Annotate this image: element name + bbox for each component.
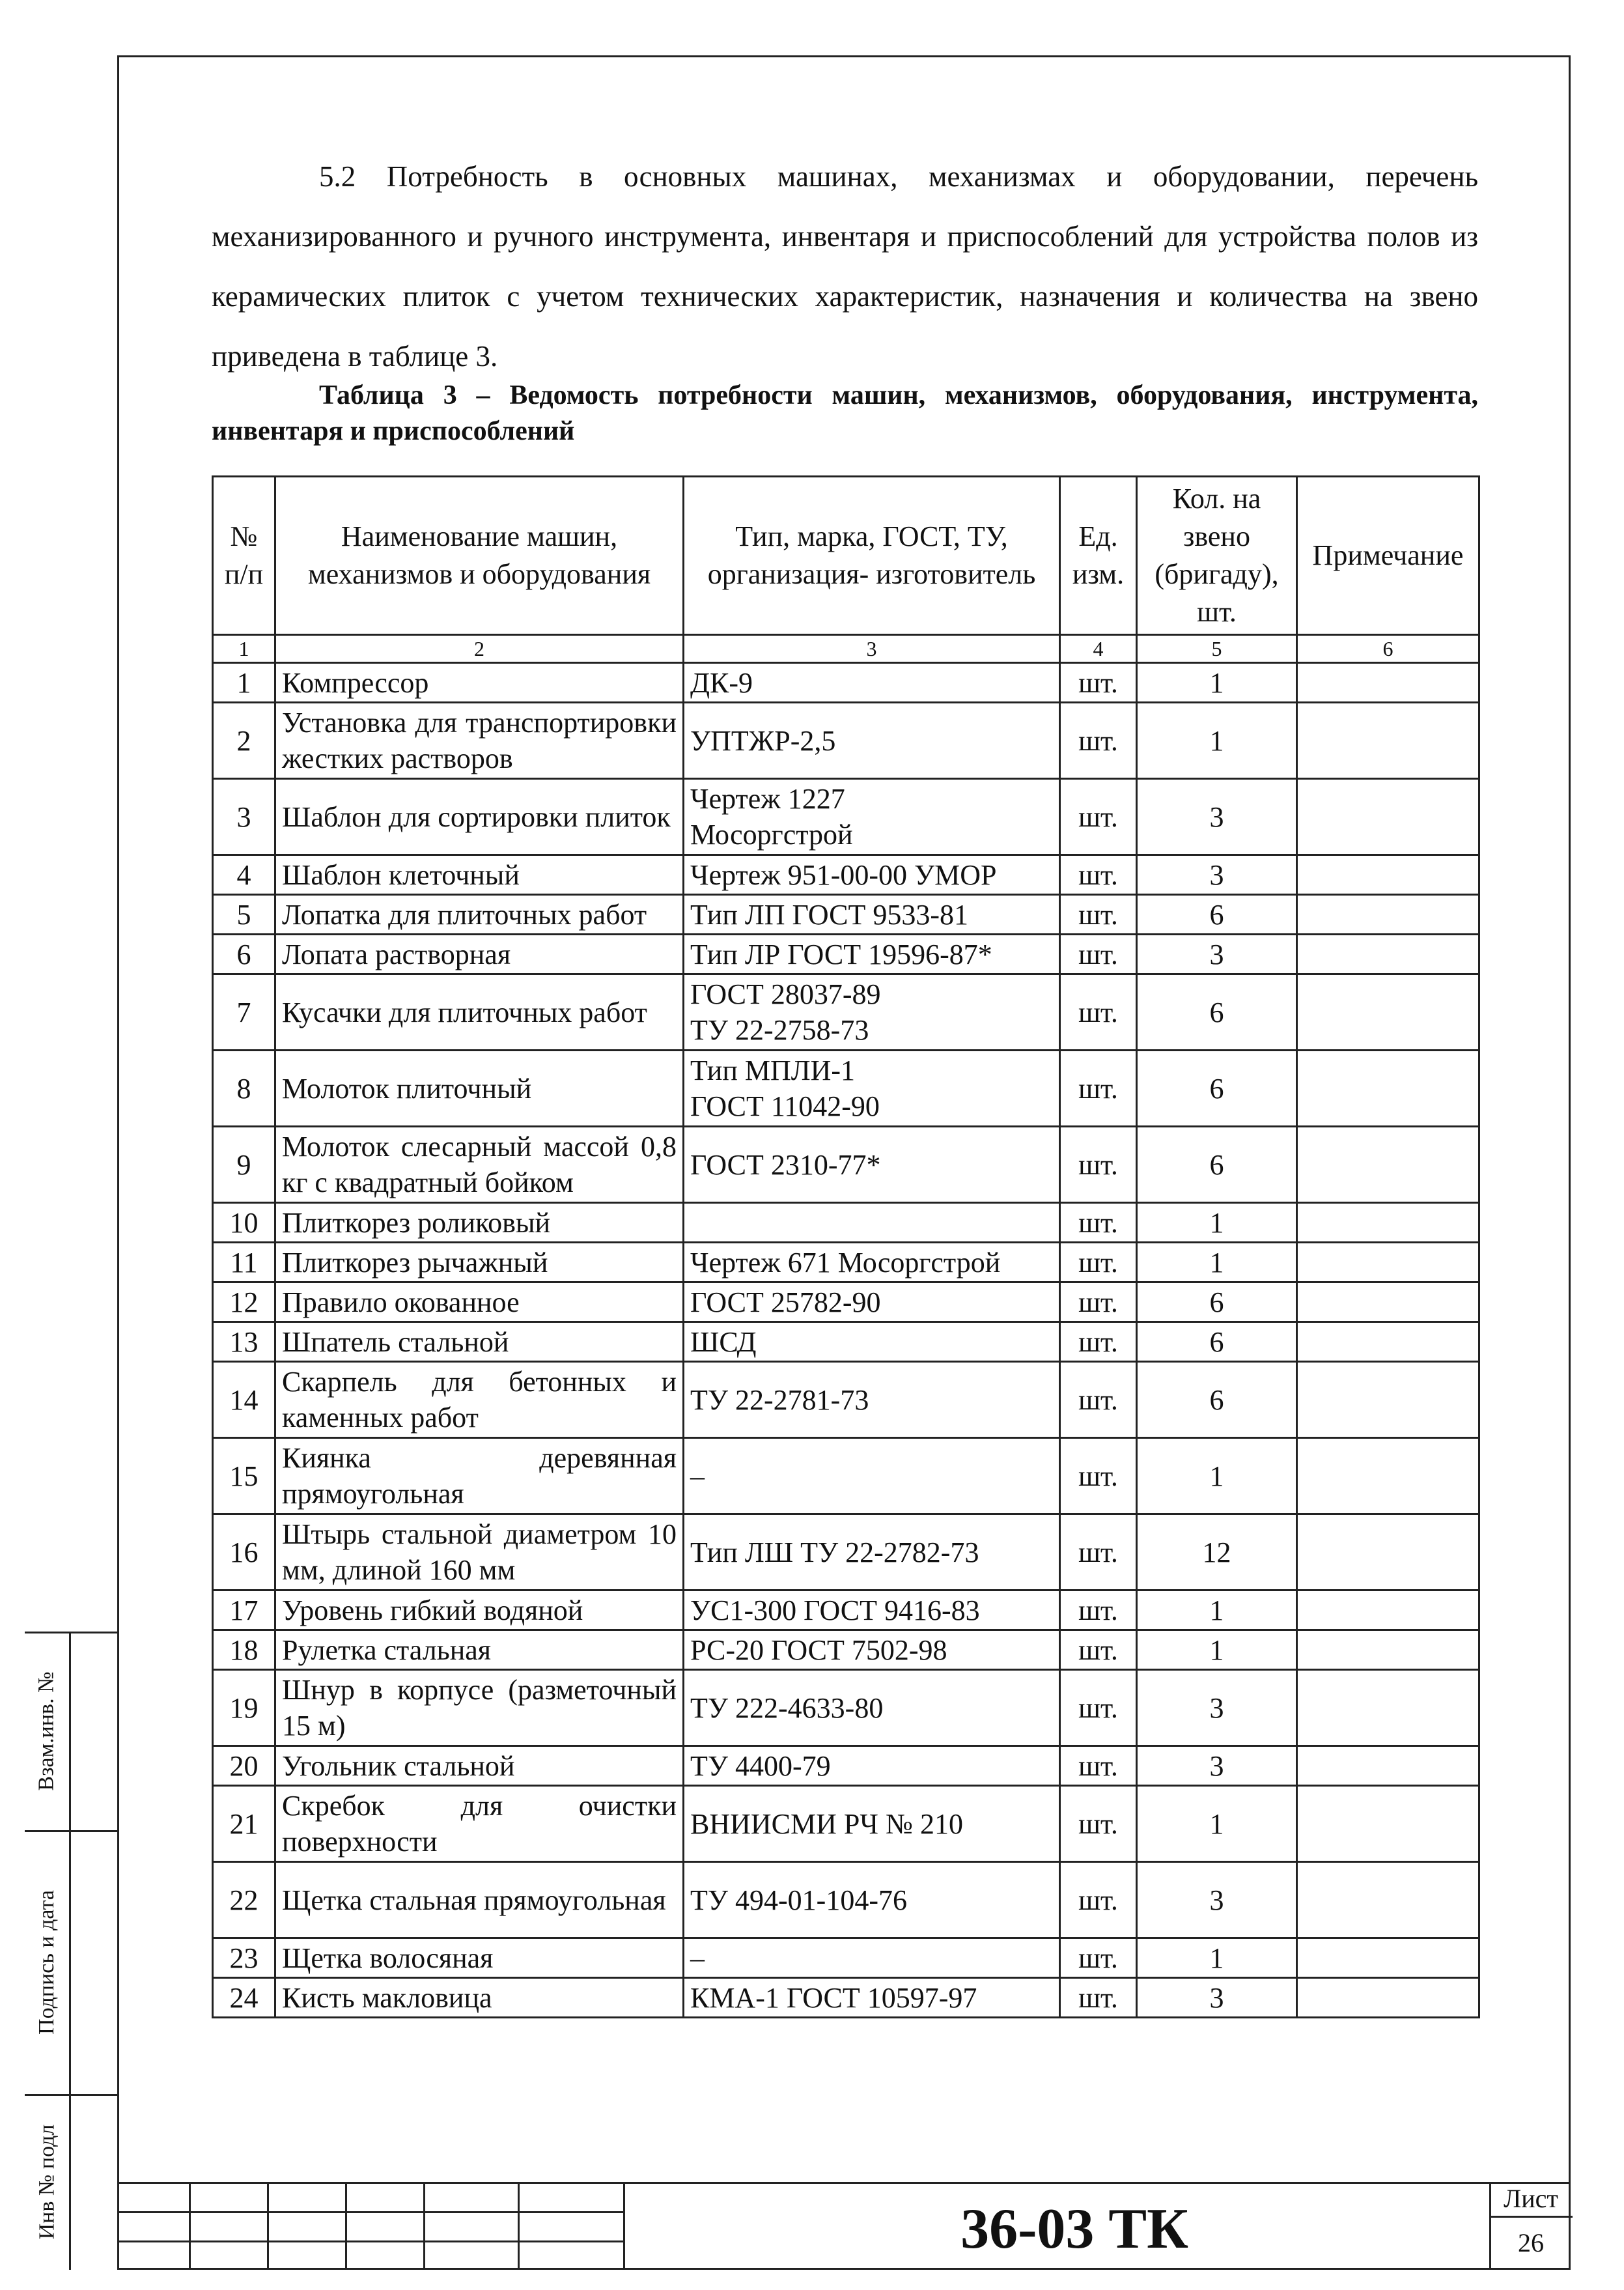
item-note [1297,1938,1479,1978]
item-unit: шт. [1060,1322,1137,1362]
item-name: Молоток слесарный массой 0,8 кг с квадратный бойком [275,1127,684,1203]
item-unit: шт. [1060,1670,1137,1746]
item-name: Правило окованное [275,1282,684,1322]
item-name: Рулетка стальная [275,1630,684,1670]
item-note [1297,1514,1479,1590]
item-quantity: 1 [1137,663,1297,703]
item-name: Молоток плиточный [275,1051,684,1127]
item-quantity: 1 [1137,1243,1297,1282]
item-type-line: Тип ЛП ГОСТ 9533-81 [690,898,969,931]
header-type: Тип, марка, ГОСТ, ТУ, организация- изготовитель [684,477,1060,635]
item-name: Шаблон клеточный [275,855,684,895]
binding-strip [25,1632,117,2270]
item-unit: шт. [1060,1243,1137,1282]
item-quantity: 3 [1137,935,1297,974]
item-quantity: 3 [1137,855,1297,895]
item-quantity: 1 [1137,1438,1297,1514]
item-quantity: 6 [1137,895,1297,935]
item-name: Щетка волосяная [275,1938,684,1978]
item-type [684,703,1060,779]
item-type-line: – [690,1460,705,1492]
row-number: 17 [213,1590,275,1630]
item-type-line: РС-20 ГОСТ 7502-98 [690,1633,947,1666]
item-quantity: 6 [1137,974,1297,1051]
item-type-line: ГОСТ 11042-90 [690,1090,880,1122]
table-row [213,1203,1479,1243]
item-unit: шт. [1060,1630,1137,1670]
header-qty: Кол. на звено (бригаду), шт. [1137,477,1297,635]
row-number: 3 [213,779,275,855]
row-number: 6 [213,935,275,974]
row-number: 14 [213,1362,275,1438]
column-number: 6 [1297,635,1479,663]
item-type [684,855,1060,895]
item-quantity: 12 [1137,1514,1297,1590]
item-unit: шт. [1060,895,1137,935]
item-name: Скарпель для бетонных и каменных работ [275,1362,684,1438]
column-number-row [213,635,1479,663]
item-type [684,1862,1060,1938]
item-note [1297,1362,1479,1438]
item-name: Щетка стальная прямоугольная [275,1862,684,1938]
item-quantity: 6 [1137,1127,1297,1203]
item-unit: шт. [1060,1862,1137,1938]
table-body [213,663,1479,2018]
stamp-grid-line [345,2182,347,2270]
item-note [1297,1127,1479,1203]
item-quantity: 1 [1137,1590,1297,1630]
item-unit: шт. [1060,1514,1137,1590]
row-number: 23 [213,1938,275,1978]
stamp-separator [623,2182,625,2270]
item-note [1297,1438,1479,1514]
row-number: 20 [213,1746,275,1786]
row-number: 12 [213,1282,275,1322]
item-quantity: 3 [1137,779,1297,855]
item-name: Лопата растворная [275,935,684,974]
item-unit: шт. [1060,1978,1137,2018]
item-unit: шт. [1060,935,1137,974]
item-type-line: ГОСТ 2310-77* [690,1148,881,1181]
equipment-table [212,475,1480,2018]
table-row [213,1282,1479,1322]
item-name: Плиткорез роликовый [275,1203,684,1243]
row-number: 21 [213,1786,275,1862]
item-type [684,1243,1060,1282]
item-unit: шт. [1060,1746,1137,1786]
stamp-grid [117,2182,625,2270]
item-note [1297,1282,1479,1322]
table-caption: Таблица 3 – Ведомость потребности машин, механизмов, оборудования, инструмента, инвентаря и приспособлений [212,380,1478,446]
row-number: 13 [213,1322,275,1362]
item-type-line: УПТЖР-2,5 [690,724,836,757]
item-note [1297,974,1479,1051]
item-note [1297,855,1479,895]
row-number: 11 [213,1243,275,1282]
column-number: 4 [1060,635,1137,663]
column-number: 3 [684,635,1060,663]
item-name: Штырь стальной диаметром 10 мм, длиной 160 мм [275,1514,684,1590]
item-note [1297,1746,1479,1786]
item-note [1297,779,1479,855]
item-note [1297,1630,1479,1670]
item-type-line: ВНИИСМИ РЧ № 210 [690,1807,963,1840]
item-type [684,1938,1060,1978]
item-name: Кисть макловица [275,1978,684,2018]
item-note [1297,1051,1479,1127]
row-number: 15 [213,1438,275,1514]
column-number: 1 [213,635,275,663]
item-unit: шт. [1060,1438,1137,1514]
item-type-line: Чертеж 951-00-00 УМОР [690,858,997,891]
column-number: 2 [275,635,684,663]
column-number: 5 [1137,635,1297,663]
item-quantity: 3 [1137,1978,1297,2018]
item-unit: шт. [1060,703,1137,779]
table-row [213,1746,1479,1786]
row-number: 19 [213,1670,275,1746]
table-row [213,1438,1479,1514]
item-quantity: 3 [1137,1862,1297,1938]
item-unit: шт. [1060,974,1137,1051]
header-name: Наименование машин, механизмов и оборудования [275,477,684,635]
item-type-line: Чертеж 671 Мосоргстрой [690,1246,1001,1279]
table-row [213,1862,1479,1938]
item-quantity: 3 [1137,1670,1297,1746]
row-number: 8 [213,1051,275,1127]
item-type-line: ТУ 22-2758-73 [690,1014,869,1046]
row-number: 5 [213,895,275,935]
item-type [684,1786,1060,1862]
header-row [213,477,1479,635]
table-row [213,1051,1479,1127]
item-type-line: УС1-300 ГОСТ 9416-83 [690,1594,980,1626]
table-row [213,935,1479,974]
stamp-grid-line [423,2182,425,2270]
item-note [1297,663,1479,703]
item-type [684,935,1060,974]
item-name: Плиткорез рычажный [275,1243,684,1282]
item-type-line: Чертеж 1227 [690,783,845,815]
item-unit: шт. [1060,779,1137,855]
item-quantity: 1 [1137,1203,1297,1243]
stamp-grid-line [518,2182,520,2270]
item-quantity: 6 [1137,1322,1297,1362]
item-type-line: – [690,1942,705,1974]
item-type [684,1630,1060,1670]
item-type [684,1514,1060,1590]
row-number: 18 [213,1630,275,1670]
item-quantity: 6 [1137,1282,1297,1322]
intro-paragraph: 5.2 Потребность в основных машинах, механизмах и оборудовании, перечень механизированного и ручного инструмента, инвентаря и приспособлений для устройства полов из керамических плиток с учетом технических характеристик, назначения и количества на звено приведена в таблице 3. [212,160,1478,373]
sheet-number: 26 [1518,2228,1544,2257]
binding-vzam-label: Взам.инв. № [35,1671,59,1791]
item-type [684,1282,1060,1322]
item-note [1297,1862,1479,1938]
binding-podpis-label: Подпись и дата [35,1889,59,2035]
row-number: 4 [213,855,275,895]
item-type-line: Мосоргстрой [690,819,853,851]
item-quantity: 6 [1137,1051,1297,1127]
header-note: Примечание [1297,477,1479,635]
item-type [684,663,1060,703]
item-unit: шт. [1060,1590,1137,1630]
table-row [213,974,1479,1051]
item-type-line: ТУ 494-01-104-76 [690,1884,907,1916]
item-type-line: ШСД [690,1325,757,1358]
sheet-box-divider [1491,2216,1573,2218]
item-type [684,1590,1060,1630]
item-note [1297,1590,1479,1630]
item-name: Скребок для очистки поверхности [275,1786,684,1862]
item-quantity: 1 [1137,1786,1297,1862]
table-row [213,1514,1479,1590]
row-number: 10 [213,1203,275,1243]
item-name: Шаблон для сортировки плиток [275,779,684,855]
stamp-grid-line [189,2182,191,2270]
item-note [1297,1322,1479,1362]
sheet-box [1489,2182,1571,2270]
item-unit: шт. [1060,663,1137,703]
item-type [684,779,1060,855]
item-type-line: ТУ 222-4633-80 [690,1691,884,1724]
item-type [684,1322,1060,1362]
table-row [213,1786,1479,1862]
item-name: Кусачки для плиточных работ [275,974,684,1051]
item-unit: шт. [1060,1203,1137,1243]
table-row [213,779,1479,855]
item-quantity: 1 [1137,1630,1297,1670]
item-note [1297,935,1479,974]
item-type-line: ГОСТ 28037-89 [690,978,881,1010]
header-num: № п/п [213,477,275,635]
item-quantity: 1 [1137,1938,1297,1978]
row-number: 1 [213,663,275,703]
row-number: 2 [213,703,275,779]
item-note [1297,1978,1479,2018]
table-row [213,1630,1479,1670]
row-number: 22 [213,1862,275,1938]
binding-cell [26,1830,68,2094]
item-type-line: Тип МПЛИ-1 [690,1054,856,1086]
item-note [1297,1670,1479,1746]
item-type-line: ТУ 22-2781-73 [690,1383,869,1416]
item-type [684,1127,1060,1203]
item-type-line: Тип ЛР ГОСТ 19596-87* [690,938,992,970]
item-note [1297,1243,1479,1282]
table-row [213,1938,1479,1978]
table-row [213,703,1479,779]
item-unit: шт. [1060,1938,1137,1978]
stamp-grid-line [267,2182,269,2270]
stamp-grid-line [117,2241,625,2242]
item-type [684,974,1060,1051]
row-number: 7 [213,974,275,1051]
row-number: 24 [213,1978,275,2018]
table-row [213,1243,1479,1282]
item-name: Лопатка для плиточных работ [275,895,684,935]
item-unit: шт. [1060,1127,1137,1203]
table-row [213,1362,1479,1438]
item-unit: шт. [1060,1282,1137,1322]
header-unit: Ед. изм. [1060,477,1137,635]
row-number: 9 [213,1127,275,1203]
item-name: Киянка деревянная прямоугольная [275,1438,684,1514]
item-note [1297,1786,1479,1862]
item-quantity: 6 [1137,1362,1297,1438]
sheet-label: Лист [1504,2184,1558,2213]
item-type [684,1203,1060,1243]
item-name: Уровень гибкий водяной [275,1590,684,1630]
item-type [684,1978,1060,2018]
item-type [684,1438,1060,1514]
table-row [213,1978,1479,2018]
item-unit: шт. [1060,1786,1137,1862]
item-quantity: 3 [1137,1746,1297,1786]
item-type-line: ТУ 4400-79 [690,1749,831,1782]
item-type [684,1746,1060,1786]
item-name: Установка для транспортировки жестких растворов [275,703,684,779]
item-type [684,1670,1060,1746]
item-unit: шт. [1060,1051,1137,1127]
item-note [1297,1203,1479,1243]
item-type [684,895,1060,935]
stamp-grid-line [117,2211,625,2213]
item-type-line: ДК-9 [690,666,753,699]
binding-cell [26,1632,68,1830]
row-number: 16 [213,1514,275,1590]
binding-cell [26,2094,68,2270]
item-unit: шт. [1060,1362,1137,1438]
item-note [1297,895,1479,935]
table-row [213,1590,1479,1630]
item-type [684,1051,1060,1127]
item-name: Компрессор [275,663,684,703]
table-row [213,855,1479,895]
item-type-line: ГОСТ 25782-90 [690,1286,881,1318]
table-row [213,895,1479,935]
document-code: 36-03 ТК [960,2198,1188,2261]
item-note [1297,703,1479,779]
item-name: Угольник стальной [275,1746,684,1786]
item-name: Шпатель стальной [275,1322,684,1362]
item-quantity: 1 [1137,703,1297,779]
item-name: Шнур в корпусе (разметочный 15 м) [275,1670,684,1746]
table-row [213,663,1479,703]
item-type [684,1362,1060,1438]
binding-inv-label: Инв № подл [35,2124,59,2240]
item-type-line: КМА-1 ГОСТ 10597-97 [690,1981,977,2014]
binding-divider [69,1632,71,2270]
item-type-line: Тип ЛШ ТУ 22-2782-73 [690,1536,979,1568]
table-row [213,1322,1479,1362]
item-unit: шт. [1060,855,1137,895]
table-row [213,1127,1479,1203]
table-row [213,1670,1479,1746]
